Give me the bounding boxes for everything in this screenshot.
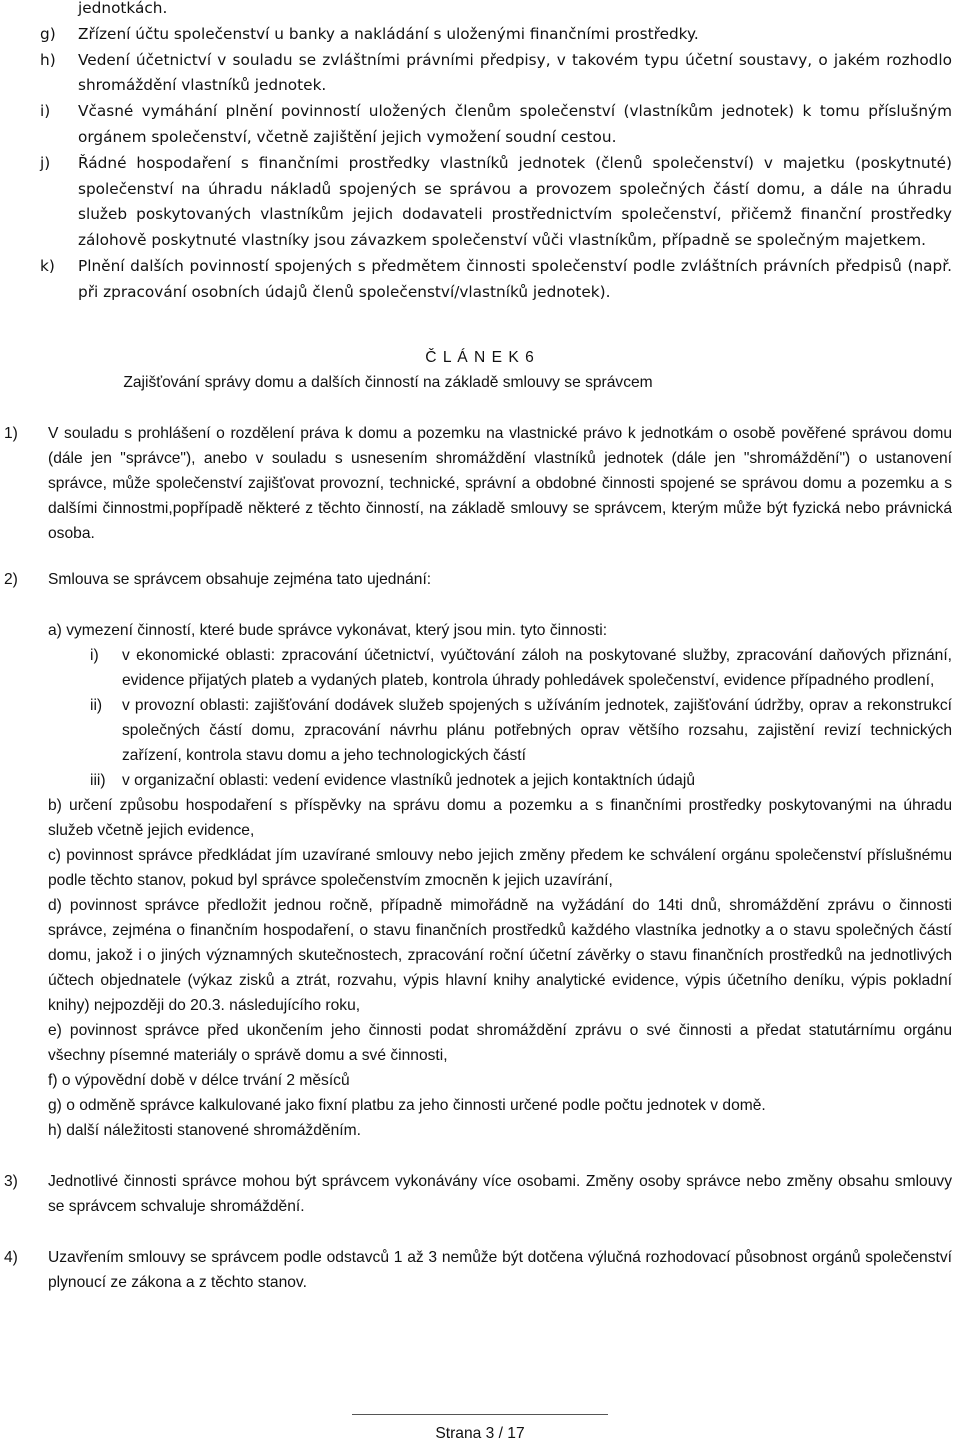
paragraph-number: 3)	[4, 1173, 18, 1190]
article-body	[0, 421, 960, 1295]
clause-c: c) povinnost správce předkládat jím uzavírané smlouvy nebo jejich změny předem ke schválení orgánu společenství příslušnému podle těchto stanov, pokud byl správce společenstvím zmocněn k jejich uzavírání,	[48, 847, 952, 889]
list-text: Řádné hospodaření s finančními prostředky vlastníků jednotek (členů společenství) v majetku (poskytnuté) společenství na úhradu nákladů spojených se správou a provozem společných částí domu, a dále na úhradu služeb poskytovaných vlastníkům jejich dodavateli prostřednictvím společenství, přičemž finanční prostředky zálohově poskytnuté vlastníky jsou závazkem společenství vůči vlastníkům, případně se společným majetkem.	[78, 153, 952, 250]
list-text: Zřízení účtu společenství u banky a nakládání s uloženými finančními prostředky.	[78, 24, 699, 43]
roman-label: ii)	[90, 697, 103, 714]
paragraph-text: V souladu s prohlášení o rozdělení práva k domu a pozemku na vlastnické právo k jednotkám o osobě pověřené správou domu (dále jen "správce"), anebo v souladu s usnesením shromáždění vlastníků jednotek (dále jen "shromáždění") o ustanovení správce, může společenství zajišťovat provozní, technické, správní a obdobné činnosti spojené se správou domu a pozemku a s dalšími činnostmi,popřípadě některé z těchto činností, na základě smlouvy se správcem, kterým může být fyzická nebo právnická osoba.	[48, 425, 952, 542]
list-item-k	[0, 254, 960, 306]
list-text: Včasné vymáhání plnění povinností uložených členům společenství (vlastníkům jednotek) k tomu příslušným orgánem společenství, včetně zajištění jejich vymožení soudní cestou.	[78, 102, 952, 146]
list-item-h	[0, 48, 960, 100]
paragraph-4	[0, 1245, 960, 1295]
list-item-j	[0, 151, 960, 254]
paragraph-1	[0, 421, 960, 546]
paragraph-number: 2)	[4, 571, 18, 588]
roman-text: v organizační oblasti: vedení evidence vlastníků jednotek a jejich kontaktních údajů	[122, 772, 695, 789]
paragraph-text: Smlouva se správcem obsahuje zejména tato ujednání:	[48, 571, 432, 588]
article-subheading: Zajišťování správy domu a dalších činností na základě smlouvy se správcem	[123, 374, 653, 391]
list-label: h)	[40, 50, 56, 69]
paragraph-text: Jednotlivé činnosti správce mohou být správcem vykonávány více osobami. Změny osoby správce nebo změny obsahu smlouvy se správcem schvaluje shromáždění.	[48, 1173, 952, 1215]
list-text: Vedení účetnictví v souladu se zvláštními právními předpisy, v takovém typu účetní soustavy, o jakém rozhodlo shromáždění vlastníků jednotek.	[78, 50, 952, 95]
clause-d: d) povinnost správce předložit jednou ročně, případně mimořádně na vyžádání do 14ti dnů, shromáždění zprávu o činnosti správce, zejména o finančním hospodaření, o stavu finančních prostředků každého vlastníka jednotky a o stavu společných částí domu, jakož i o jiných významných skutečnostech, zpracování roční účetní závěrky o stavu finančních prostředků na jednotlivých účtech objednatele (výkaz zisků a ztrát, rozvahu, výpis hlavní knihy analytické evidence, výpis účetního deníku, výpis pokladní knihy) nejpozději do 20.3. následujícího roku,	[48, 897, 952, 1014]
roman-label: iii)	[90, 772, 106, 789]
list-label: k)	[40, 256, 55, 275]
page-number: Strana 3 / 17	[435, 1425, 525, 1442]
paragraph-number: 4)	[4, 1249, 18, 1266]
clause-h: h) další náležitosti stanovené shromážděním.	[48, 1122, 361, 1139]
clause-a: a) vymezení činností, které bude správce vykonávat, který jsou min. tyto činnosti:	[48, 622, 608, 639]
paragraph-2	[0, 567, 960, 592]
list-text: Plnění dalších povinností spojených s předmětem činnosti společenství podle zvláštních právních předpisů (např. při zpracování osobních údajů členů společenství/vlastníků jednotek).	[78, 256, 952, 301]
footer-rule	[352, 1414, 608, 1415]
roman-label: i)	[90, 647, 99, 664]
roman-text: v ekonomické oblasti: zpracování účetnictví, vyúčtování záloh na poskytované služby, zpracování daňových přiznání, evidence přijatých plateb a vydaných plateb, kontrola úhrady pohledávek společenství, evidence případného prodlení,	[122, 647, 952, 689]
list-label: j)	[40, 153, 51, 172]
clause-b: b) určení způsobu hospodaření s příspěvky na správu domu a pozemku a s finančními prostředky poskytovanými na úhradu služeb včetně jejich evidence,	[48, 797, 952, 839]
clause-a-ii	[0, 693, 960, 768]
list-item-i	[0, 99, 960, 151]
paragraph-number: 1)	[4, 425, 18, 442]
paragraph-text: Uzavřením smlouvy se správcem podle odstavců 1 až 3 nemůže být dotčena výlučná rozhodovací působnost orgánů společenství plynoucí ze zákona a z těchto stanov.	[48, 1249, 952, 1291]
clause-f: f) o výpovědní době v délce trvání 2 měsíců	[48, 1072, 350, 1089]
clause-g: g) o odměně správce kalkulované jako fixní platbu za jeho činnosti určené podle počtu jednotek v domě.	[48, 1097, 766, 1114]
continued-list	[0, 0, 960, 306]
article-heading: Č L Á N E K 6	[425, 349, 535, 366]
continued-text: jednotkách.	[78, 0, 168, 17]
list-item-g	[0, 22, 960, 48]
clause-e: e) povinnost správce před ukončením jeho činnosti podat shromáždění zprávu o své činnosti a předat statutárnímu orgánu všechny písemné materiály o správě domu a své činnosti,	[48, 1022, 952, 1064]
paragraph-3	[0, 1169, 960, 1219]
list-label: g)	[40, 24, 56, 43]
list-label: i)	[40, 102, 51, 121]
roman-text: v provozní oblasti: zajišťování dodávek služeb spojených s užíváním jednotek, zajišťování údržby, oprav a rekonstrukcí společných částí domu, zpracování návrhu plánu potřebných oprav většího rozsahu, zajistění revizí technických zařízení, kontrola stavu domu a jeho technologických částí	[122, 697, 952, 764]
clause-a-iii	[0, 768, 960, 793]
clause-a-i	[0, 643, 960, 693]
